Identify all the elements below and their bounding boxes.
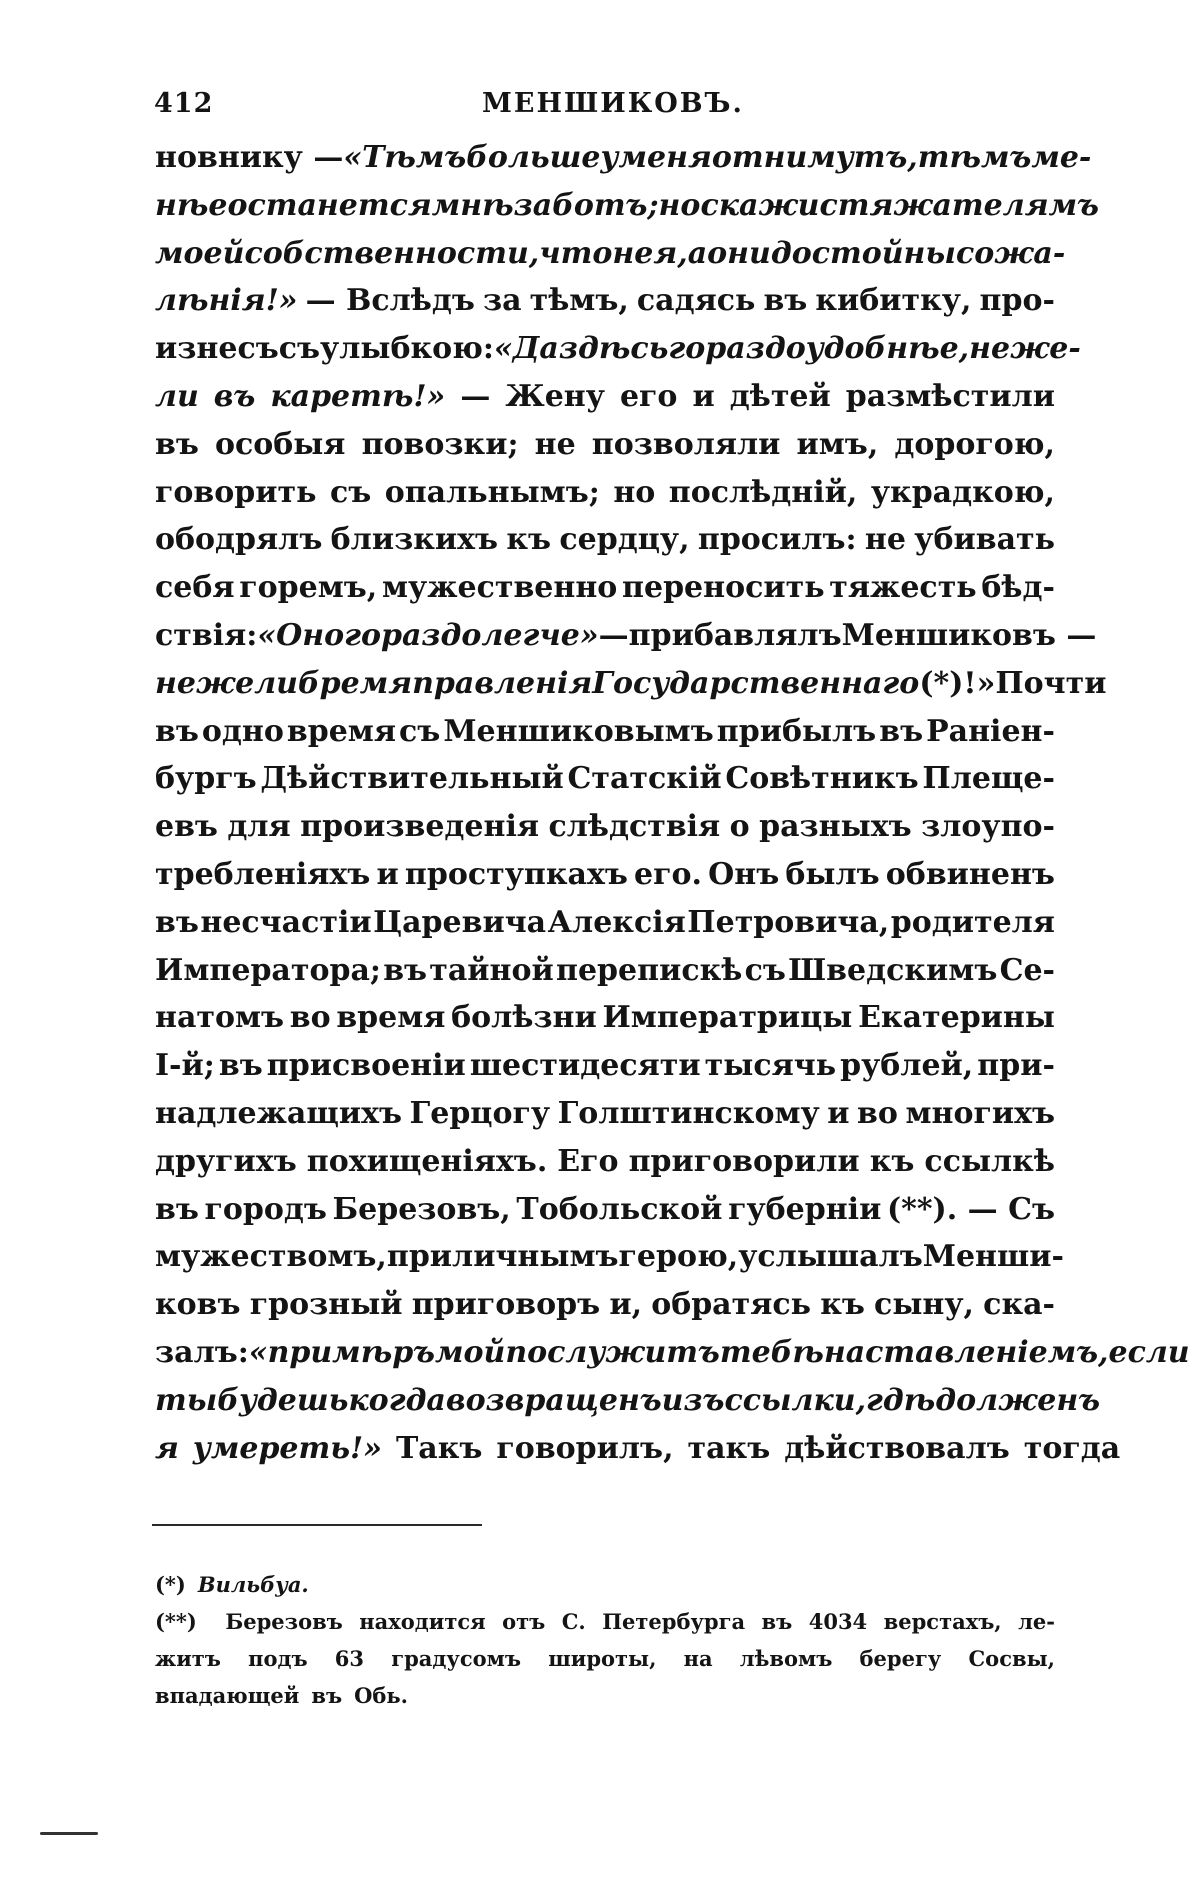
text-line <box>155 140 1092 188</box>
word: при- <box>977 1048 1055 1084</box>
text-line <box>155 761 1055 809</box>
italic-word: умереть!» <box>192 1430 382 1466</box>
word: злоупо- <box>921 809 1055 845</box>
word: Голштинскому <box>557 1095 820 1131</box>
word: ссылкѣ <box>924 1143 1055 1179</box>
footnote-rule <box>152 1524 482 1526</box>
footnote-word: отъ <box>502 1609 546 1634</box>
word: Царевича <box>373 904 547 940</box>
word: Почти <box>995 665 1107 701</box>
word: въ <box>383 952 428 988</box>
word: Менши- <box>922 1239 1064 1275</box>
word: бургъ <box>155 761 257 797</box>
word: кибитку, <box>815 283 972 319</box>
word: украдкою, <box>870 474 1055 510</box>
italic-word: собственности, <box>244 235 540 271</box>
word: близкихъ <box>330 522 499 558</box>
word: размѣстили <box>845 378 1055 414</box>
word: Онъ <box>708 856 780 892</box>
word: присвоеніи <box>266 1048 466 1084</box>
footnote-word: впадающей <box>155 1683 300 1708</box>
italic-word: тѣмъ <box>917 140 1032 175</box>
footnote-line <box>155 1572 1055 1609</box>
italic-word: если <box>1108 1334 1190 1370</box>
italic-word: долженъ <box>935 1382 1101 1418</box>
text-line <box>155 283 1055 331</box>
word: Раніен- <box>926 713 1055 749</box>
italic-word: ли <box>155 378 199 414</box>
word: Императрицы <box>602 1000 853 1036</box>
word: переносить <box>622 570 825 606</box>
word: шестидесяти <box>469 1048 701 1084</box>
word: о <box>729 809 750 845</box>
word: мужествомъ, <box>155 1239 387 1275</box>
word: улыбкою: <box>320 331 494 367</box>
word: въ <box>879 713 924 749</box>
italic-word: «примѣръ <box>248 1334 435 1370</box>
footnote-marker: (*) <box>155 1572 186 1597</box>
footnote-word: 63 <box>334 1646 365 1671</box>
word: Дѣйствительный <box>260 761 564 797</box>
footnote-line <box>155 1609 1055 1646</box>
body-text <box>155 140 1190 1478</box>
word: не <box>864 522 906 558</box>
page-header <box>152 88 1052 128</box>
word: время <box>286 713 397 749</box>
word: былъ <box>785 856 880 892</box>
italic-word: нежели <box>155 665 298 701</box>
text-line <box>155 570 1055 618</box>
running-head: МЕНШИКОВЪ. <box>482 88 744 119</box>
word: мужественно <box>381 570 618 606</box>
word: похищеніяхъ. <box>306 1143 548 1179</box>
italic-word: изъ <box>661 1382 725 1418</box>
word: и, <box>609 1287 643 1323</box>
italic-word: «Тѣмъ <box>343 140 467 175</box>
italic-word: я, <box>653 235 688 271</box>
word: прибылъ <box>716 713 877 749</box>
italic-word: бремя <box>297 665 413 701</box>
word: губерніи <box>728 1191 882 1227</box>
word: себя <box>155 570 235 606</box>
footnote-line <box>155 1646 1055 1683</box>
footnote-word: градусомъ <box>391 1646 521 1671</box>
italic-word: въ <box>213 378 256 414</box>
word: городъ <box>204 1191 327 1227</box>
word: къ <box>869 1143 915 1179</box>
italic-word: останется <box>227 187 432 223</box>
word: —прибавлялъ <box>598 617 842 653</box>
word: другихъ <box>155 1143 297 1179</box>
text-line <box>155 1334 1190 1383</box>
word: несчастіи <box>200 904 372 940</box>
word: тѣмъ, <box>529 283 629 319</box>
italic-word: гдѣ <box>866 1382 936 1418</box>
word: съ <box>399 713 441 749</box>
word: одно <box>201 713 284 749</box>
word: позволяли <box>591 426 781 462</box>
footnote-word: житъ <box>155 1646 221 1671</box>
word: въ <box>155 426 199 462</box>
word: — Вслѣдъ <box>305 283 475 319</box>
word: тогда <box>1023 1430 1121 1466</box>
word: имъ, <box>796 426 879 462</box>
word: Петровича, <box>687 904 890 940</box>
footnote-line <box>155 1683 1055 1720</box>
word: говорилъ, <box>496 1430 674 1466</box>
word: дорогою, <box>894 426 1055 462</box>
italic-word: меня <box>618 140 712 175</box>
word: опальнымъ; <box>384 474 600 510</box>
word: рублей, <box>840 1048 974 1084</box>
word: такъ <box>687 1430 771 1466</box>
text-line <box>155 1287 1055 1335</box>
italic-word: легче» <box>481 617 599 653</box>
italic-word: наставленіемъ, <box>823 1334 1109 1370</box>
word: евъ <box>155 809 218 845</box>
word: многихъ <box>905 1095 1055 1131</box>
italic-word: ме- <box>1031 140 1092 175</box>
text-line <box>155 953 1055 1001</box>
footnote-word: на <box>683 1646 713 1671</box>
word: родителя <box>890 904 1055 940</box>
italic-word: нежe- <box>969 331 1081 367</box>
italic-word: гораздо <box>344 617 482 653</box>
italic-word: правленія <box>412 665 593 701</box>
text-line <box>155 617 1097 666</box>
word: не <box>534 426 576 462</box>
italic-word: будешь <box>217 1382 349 1418</box>
italic-word: отнимутъ, <box>711 140 918 175</box>
word: для <box>227 809 291 845</box>
word: Совѣтникъ <box>725 761 919 797</box>
word: особыя <box>214 426 346 462</box>
word: ковъ <box>155 1287 241 1323</box>
italic-word: мой <box>434 1334 506 1370</box>
italic-word: скажи <box>700 187 820 223</box>
word: съ <box>744 952 786 988</box>
italic-word: гораздо <box>668 331 806 367</box>
word: Его <box>557 1143 619 1179</box>
word: слѣдствія <box>548 809 721 845</box>
italic-word: когда <box>348 1382 446 1418</box>
text-line <box>155 522 1055 570</box>
word: про- <box>979 283 1055 319</box>
word: I-й; <box>155 1048 215 1084</box>
text-line <box>155 235 1066 284</box>
footnote-word: Березовъ <box>225 1609 343 1634</box>
text-line <box>155 475 1055 523</box>
word: Се- <box>999 952 1055 988</box>
italic-word: удобнѣе, <box>805 331 970 367</box>
text-line <box>155 1192 1055 1240</box>
word: сыну, <box>874 1287 974 1323</box>
word: произведенія <box>300 809 540 845</box>
footnote-word: въ <box>761 1609 793 1634</box>
italic-word: сожа- <box>955 235 1066 271</box>
word: дѣтей <box>729 378 831 414</box>
word: залъ: <box>155 1334 249 1370</box>
word: Герцогу <box>409 1095 551 1131</box>
text-line <box>155 1048 1055 1096</box>
italic-word: ты <box>155 1382 218 1418</box>
footnote-word: Петербурга <box>602 1609 746 1634</box>
footnote-word: ле- <box>1018 1609 1055 1634</box>
word: во <box>289 1000 331 1036</box>
italic-word: возвращенъ <box>445 1382 662 1418</box>
italic-word: лѣнія!» <box>155 283 298 319</box>
italic-word: тебѣ <box>719 1334 824 1370</box>
word: къ <box>820 1287 865 1323</box>
word: послѣдній, <box>668 474 858 510</box>
word: его. <box>634 856 702 892</box>
italic-word: «Да <box>493 331 559 367</box>
word: въ <box>155 1191 199 1227</box>
italic-word: нѣе <box>155 187 228 223</box>
word: во <box>857 1095 898 1131</box>
text-line <box>155 1430 1121 1479</box>
text-line <box>155 1096 1055 1144</box>
word: Алексія <box>547 904 686 940</box>
footnote-word: берегу <box>859 1646 942 1671</box>
word: къ <box>506 522 552 558</box>
word: приговоръ <box>411 1287 601 1323</box>
footnote-word: находится <box>359 1609 486 1634</box>
word: (*)!» <box>919 665 996 701</box>
word: бѣд- <box>981 570 1055 606</box>
text-line <box>155 714 1055 762</box>
word: Меншиковымъ <box>443 713 714 749</box>
word: Статскій <box>567 761 722 797</box>
word: тяжесть <box>829 570 977 606</box>
word: ствія: <box>155 617 258 653</box>
word: ободрялъ <box>155 522 323 558</box>
word: въ <box>155 713 199 749</box>
word: въ <box>763 283 808 319</box>
footnote-word: 4034 <box>808 1609 868 1634</box>
italic-word: заботъ; <box>513 187 659 223</box>
word: повозки; <box>361 426 519 462</box>
footnote-word: верстахъ, <box>883 1609 1002 1634</box>
word: услышалъ <box>738 1239 923 1275</box>
text-line <box>155 187 1099 236</box>
word: ска- <box>983 1287 1055 1323</box>
footnote-word: Обь. <box>354 1683 408 1708</box>
italic-word: а <box>687 235 708 271</box>
italic-word: больше <box>466 140 601 175</box>
word: Жену <box>505 378 605 414</box>
italic-word: что <box>539 235 613 271</box>
word: тысячь <box>704 1048 837 1084</box>
text-line <box>155 905 1055 953</box>
word: Такъ <box>395 1430 483 1466</box>
italic-word: мнѣ <box>431 187 514 223</box>
word: обратясь <box>651 1287 812 1323</box>
italic-word: достойны <box>770 235 956 271</box>
word: за <box>482 283 522 319</box>
word: просилъ: <box>697 522 857 558</box>
word: болѣзни <box>451 1000 597 1036</box>
word: приговорили <box>628 1143 860 1179</box>
word: горемъ, <box>239 570 378 606</box>
text-line <box>155 427 1055 475</box>
word: и <box>827 1095 850 1131</box>
word: требленіяхъ <box>155 856 371 892</box>
word: тайной <box>429 952 554 988</box>
italic-word: не <box>612 235 654 271</box>
word: сердцу, <box>559 522 690 558</box>
text-line <box>155 379 1055 427</box>
word: натомъ <box>155 1000 285 1036</box>
word: дѣйствовалъ <box>784 1430 1010 1466</box>
word: Плеще- <box>922 761 1055 797</box>
page-edge-mark <box>40 1832 98 1835</box>
italic-word: они <box>707 235 771 271</box>
footnote-word: лѣвомъ <box>739 1646 833 1671</box>
italic-word: моей <box>155 235 245 271</box>
text-line <box>155 665 1107 714</box>
word: съ <box>278 331 321 367</box>
footnote-word: С. <box>561 1609 586 1634</box>
italic-word: но <box>658 187 701 223</box>
word: (**). — Съ <box>886 1191 1055 1227</box>
italic-word: «Оно <box>257 617 345 653</box>
word: перепискѣ <box>556 952 743 988</box>
word: обвиненъ <box>885 856 1055 892</box>
text-line <box>155 1239 1064 1287</box>
word: но <box>613 474 656 510</box>
text-line <box>155 1144 1055 1192</box>
footnote-word: Сосвы, <box>968 1646 1055 1671</box>
page-number: 412 <box>154 88 214 119</box>
italic-word: я <box>155 1430 179 1466</box>
text-line <box>155 1000 1055 1048</box>
text-line <box>155 857 1055 905</box>
italic-word: Государственнаго <box>592 665 920 701</box>
italic-word: послужитъ <box>505 1334 720 1370</box>
word: Березовъ, <box>332 1191 511 1227</box>
word: приличнымъ <box>386 1239 619 1275</box>
word: новнику — <box>155 140 344 175</box>
footnote-word: широты, <box>548 1646 657 1671</box>
word: и <box>376 856 399 892</box>
word: въ <box>155 904 199 940</box>
word: убивать <box>914 522 1055 558</box>
word: грозный <box>249 1287 403 1323</box>
text-line <box>155 1382 1101 1431</box>
footnotes <box>155 1572 1055 1720</box>
footnote-word: Вильбуа. <box>197 1572 309 1597</box>
word: разныхъ <box>759 809 912 845</box>
word: надлежащихъ <box>155 1095 402 1131</box>
italic-word: у <box>600 140 619 175</box>
word: съ <box>329 474 372 510</box>
word: говорить <box>155 474 317 510</box>
italic-word: каретѣ!» <box>270 378 446 414</box>
italic-word: здѣсь <box>558 331 669 367</box>
word: Меншиковъ — <box>841 617 1097 653</box>
word: его <box>619 378 678 414</box>
word: изнесъ <box>155 331 279 367</box>
word: садясь <box>636 283 756 319</box>
text-line <box>155 331 1081 379</box>
italic-word: стяжателямъ <box>819 187 1099 223</box>
footnote-marker: (**) <box>155 1609 197 1634</box>
text-line <box>155 809 1055 857</box>
word: герою, <box>618 1239 739 1275</box>
footnote-word: подъ <box>248 1646 308 1671</box>
word: Шведскимъ <box>788 952 998 988</box>
word: Тобольской <box>516 1191 723 1227</box>
word: и <box>692 378 715 414</box>
footnote-word: въ <box>311 1683 343 1708</box>
word: время <box>336 1000 446 1036</box>
word: въ <box>218 1048 263 1084</box>
word: проступкахъ <box>404 856 628 892</box>
word: Императора; <box>155 952 381 988</box>
word: Екатерины <box>858 1000 1055 1036</box>
italic-word: ссылки, <box>724 1382 867 1418</box>
word: — <box>460 378 491 414</box>
